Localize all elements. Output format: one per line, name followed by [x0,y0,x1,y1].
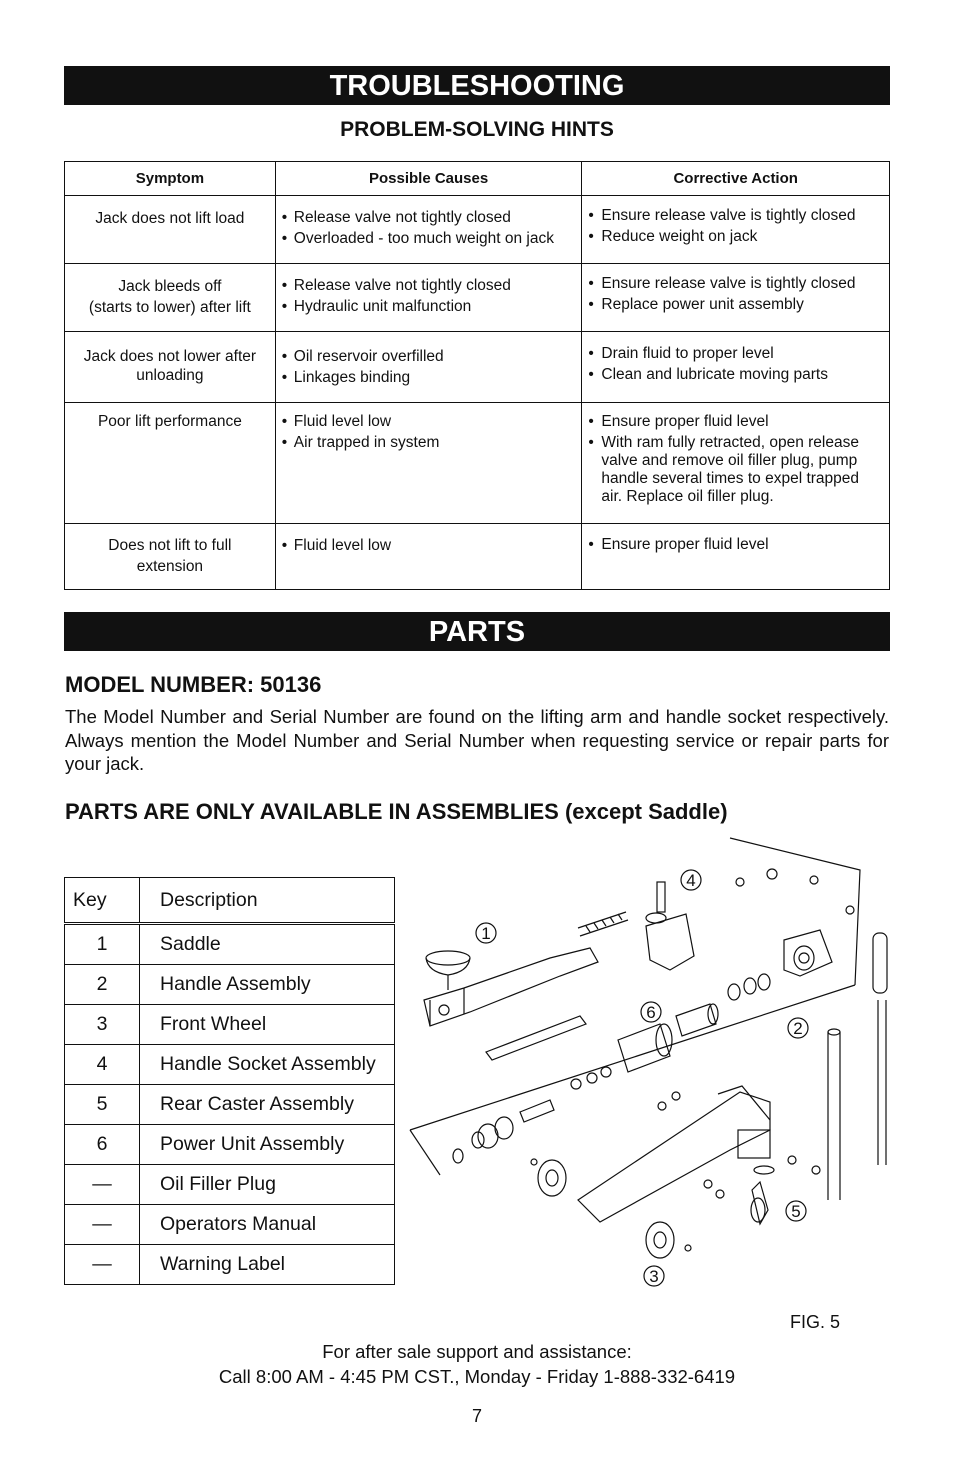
table-row [65,1205,395,1245]
header-causes: Possible Causes [275,162,582,196]
front-wheel-part [646,1222,674,1258]
availability-heading: PARTS ARE ONLY AVAILABLE IN ASSEMBLIES (except Saddle) [65,799,728,824]
action-cell [582,264,890,332]
parts-table [64,877,395,1285]
table-row [65,1005,395,1045]
table-row [65,332,890,403]
table-row [65,1045,395,1085]
symptom-text: Jack does not lower after unloading [83,348,257,384]
callout-1: 1 [481,924,491,943]
action-cell [582,524,890,590]
cause-item: • Overloaded - too much weight on jack [282,228,576,249]
part-key: 3 [65,1005,140,1045]
parts-header-row [65,878,395,924]
link-bar-part [486,1016,586,1060]
model-number-heading: MODEL NUMBER: 50136 [65,672,322,697]
cause-item: • Oil reservoir overfilled [282,346,576,367]
handle-grip-part [873,933,887,993]
callout-2: 2 [793,1019,803,1038]
symptom-text: (starts to lower) after lift [88,299,251,316]
cause-item: • Air trapped in system [282,432,576,453]
action-cell [582,196,890,264]
action-item: • Ensure proper fluid level [588,536,883,554]
action-item: • With ram fully retracted, open release valve and remove oil filler plug, pump handle several times to expel trapped air. Replace oil filler plug. [588,434,883,506]
symptom-text: Jack does not lift load [95,210,245,227]
table-row [65,403,890,524]
part-key: — [65,1245,140,1285]
part-key: — [65,1165,140,1205]
table-header-row [65,162,890,196]
part-description: Oil Filler Plug [140,1165,395,1205]
frame-part [718,1086,770,1120]
action-cell [582,332,890,403]
key-header: Key [65,878,140,924]
causes-cell [275,196,582,264]
part-description: Warning Label [140,1245,395,1285]
part-description: Front Wheel [140,1005,395,1045]
part-key: 4 [65,1045,140,1085]
table-row [65,524,890,590]
symptom-text: Jack bleeds off [118,278,222,295]
callout-4: 4 [686,871,696,890]
exploded-parts-diagram [400,830,910,1300]
action-item: • Reduce weight on jack [588,228,883,246]
cause-item: • Hydraulic unit malfunction [282,296,576,317]
header-action: Corrective Action [582,162,890,196]
frame-part [578,1092,770,1222]
causes-cell [275,332,582,403]
callout-3: 3 [649,1267,659,1286]
support-phone-line: Call 8:00 AM - 4:45 PM CST., Monday - Friday 1-888-332-6419 [218,1366,736,1387]
header-symptom: Symptom [65,162,276,196]
table-row [65,1245,395,1285]
action-item: • Ensure release valve is tightly closed [588,275,883,293]
page-number: 7 [471,1406,482,1426]
part-key: 2 [65,965,140,1005]
table-row [65,1165,395,1205]
symptom-cell [65,264,276,332]
action-item: • Ensure release valve is tightly closed [588,207,883,225]
causes-cell [275,264,582,332]
figure-label: FIG. 5 [790,1312,841,1332]
action-item: • Ensure proper fluid level [588,413,883,431]
saddle-part [426,958,470,975]
part-description: Handle Socket Assembly [140,1045,395,1085]
symptom-cell [65,403,276,524]
description-header: Description [140,878,395,924]
troubleshooting-table [64,161,890,590]
table-row [65,965,395,1005]
part-key: — [65,1205,140,1245]
symptom-cell [65,196,276,264]
symptom-cell [65,332,276,403]
cause-item: • Release valve not tightly closed [282,207,576,228]
part-description: Rear Caster Assembly [140,1085,395,1125]
problem-solving-subtitle: PROBLEM-SOLVING HINTS [340,118,614,141]
action-item: • Clean and lubricate moving parts [588,366,883,384]
part-description: Saddle [140,924,395,965]
lift-arm-part [424,948,598,1026]
action-cell [582,403,890,524]
table-row [65,264,890,332]
part-key: 6 [65,1125,140,1165]
front-wheel-part [538,1160,566,1196]
symptom-cell [65,524,276,590]
part-key: 5 [65,1085,140,1125]
symptom-text: Does not lift to full extension [108,537,232,575]
spring-part [578,912,628,936]
action-item: • Replace power unit assembly [588,296,883,314]
support-line: For after sale support and assistance: [322,1341,632,1362]
table-row [65,1085,395,1125]
troubleshooting-title: TROUBLESHOOTING [64,66,890,105]
cause-item: • Fluid level low [282,411,576,432]
action-item: • Drain fluid to proper level [588,345,883,363]
table-row [65,1125,395,1165]
callout-5: 5 [791,1202,801,1221]
causes-cell [275,524,582,590]
diagram-panel-outline [410,1130,440,1175]
model-paragraph: The Model Number and Serial Number are found on the lifting arm and handle socket respectively. Always mention the Model Number and Serial Number when requesting service or repair parts for your jack. [65,706,889,774]
symptom-text: Poor lift performance [97,413,242,430]
causes-cell [275,403,582,524]
cause-item: • Linkages binding [282,367,576,388]
callout-6: 6 [646,1003,656,1022]
part-description: Handle Assembly [140,965,395,1005]
part-description: Operators Manual [140,1205,395,1245]
part-description: Power Unit Assembly [140,1125,395,1165]
parts-title: PARTS [64,612,890,651]
saddle-part [426,951,470,965]
cause-item: • Release valve not tightly closed [282,275,576,296]
rear-caster-part [752,1182,768,1224]
diagram-panel-outline [410,985,855,1130]
part-key: 1 [65,924,140,965]
cause-item: • Fluid level low [282,535,576,556]
table-row [65,196,890,264]
table-row [65,924,395,965]
